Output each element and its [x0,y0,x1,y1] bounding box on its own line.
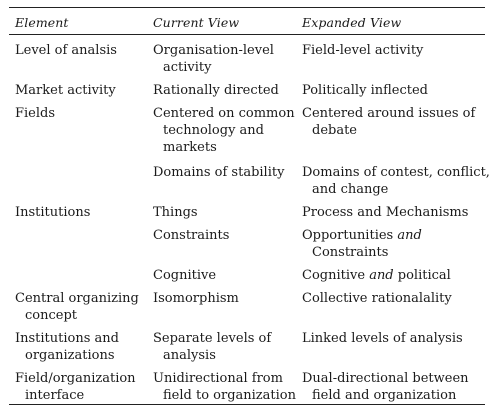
cell-line: field and organization [312,388,457,403]
cell-line: Central organizing [15,291,139,306]
cell-line: Dual-directional between [302,371,469,386]
cell-line: Institutions and [15,331,119,346]
current-view-cell [153,370,296,404]
expanded-view-cell [302,42,423,59]
cell-line: interface [25,388,85,403]
current-view-cell [153,267,216,284]
expanded-view-cell [302,290,452,307]
cell-line: Collective rationalality [302,291,452,306]
cell-line: markets [163,140,217,155]
cell-line: technology and [163,123,264,138]
cell-line: Centered around issues of [302,106,476,121]
current-view-cell [153,42,274,76]
bottom-rule [9,404,485,405]
cell-line: Rationally directed [153,83,279,98]
cell-line: and change [312,182,389,197]
expanded-view-cell [302,164,490,198]
cell-line: Field/organization [15,371,136,386]
cell-line: Linked levels of analysis [302,331,463,346]
element-cell [15,330,119,364]
expanded-view-cell [302,82,428,99]
current-view-cell [153,164,284,181]
cell-line: Opportunities and [302,228,422,243]
expanded-view-cell [302,267,451,284]
current-view-cell [153,290,239,307]
cell-line: organizations [25,348,115,363]
expanded-view-cell [302,204,468,221]
cell-line: Politically inflected [302,83,428,98]
element-cell [15,82,116,99]
header-expanded-view: Expanded View [302,15,402,30]
cell-line: Centered on common [153,106,295,121]
cell-line: Isomorphism [153,291,239,306]
italic-word: and [369,268,394,283]
element-cell [15,105,55,122]
cell-line: debate [312,123,358,138]
cell-line: Domains of stability [153,165,285,180]
element-cell [15,370,136,404]
cell-line: Level of analsis [15,43,117,58]
current-view-cell [153,204,198,221]
cell-line: concept [25,308,77,323]
current-view-cell [153,82,279,99]
table-body [9,35,490,404]
cell-line: Things [153,205,198,220]
cell-line: Separate levels of [153,331,272,346]
header-current-view: Current View [153,15,240,30]
cell-line: Unidirectional from [153,371,283,386]
cell-line: Constraints [312,245,389,260]
cell-line: activity [163,60,212,75]
header-element: Element [15,15,69,30]
element-cell [15,42,117,59]
cell-line: Market activity [15,83,116,98]
expanded-view-cell [302,227,422,261]
comparison-table [9,7,490,405]
cell-line: Domains of contest, conflict, [302,165,490,180]
expanded-view-cell [302,330,463,347]
header-row [9,8,485,34]
cell-line: field to organization [163,388,296,403]
expanded-view-cell [302,105,475,139]
cell-line: Institutions [15,205,91,220]
cell-line: analysis [163,348,216,363]
current-view-cell [153,105,295,156]
element-cell [15,204,90,221]
cell-line: Constraints [153,228,230,243]
current-view-cell [153,330,271,364]
cell-line: Fields [15,106,56,121]
expanded-view-cell [302,370,469,404]
element-cell [15,290,139,324]
cell-line: Cognitive [153,268,217,283]
cell-line: Process and Mechanisms [302,205,469,220]
current-view-cell [153,227,229,244]
cell-line: Organisation-level [153,43,274,58]
cell-line: Cognitive and political [302,268,451,283]
italic-word: and [397,228,422,243]
cell-line: Field-level activity [302,43,424,58]
